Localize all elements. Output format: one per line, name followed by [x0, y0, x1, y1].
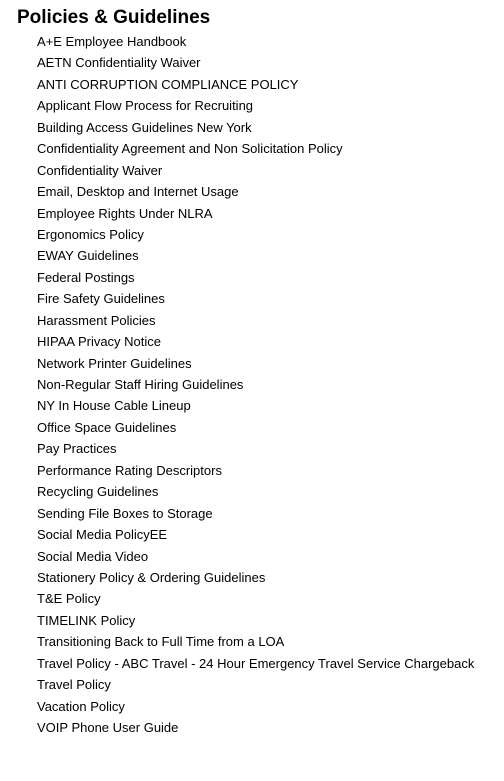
policy-link[interactable]: Social Media PolicyEE — [37, 527, 168, 543]
list-item — [37, 588, 474, 609]
list-item — [37, 138, 474, 159]
policy-link[interactable]: Recycling Guidelines — [37, 484, 159, 500]
list-item — [37, 160, 474, 181]
list-item — [37, 267, 474, 288]
list-item — [37, 631, 474, 652]
policy-link[interactable]: HIPAA Privacy Notice — [37, 334, 162, 350]
list-item — [37, 181, 474, 202]
policy-link[interactable]: NY In House Cable Lineup — [37, 398, 191, 414]
list-item — [37, 203, 474, 224]
policy-link[interactable]: Non-Regular Staff Hiring Guidelines — [37, 377, 244, 392]
policy-link[interactable]: T&E Policy — [37, 591, 101, 607]
policy-link[interactable]: Federal Postings — [37, 269, 135, 285]
policy-link[interactable]: Network Printer Guidelines — [37, 355, 192, 371]
policy-link[interactable]: EWAY Guidelines — [37, 248, 139, 264]
policy-link[interactable]: Stationery Policy & Ordering Guidelines — [37, 569, 266, 585]
policy-link[interactable]: ANTI CORRUPTION COMPLIANCE POLICY — [37, 76, 299, 92]
policy-link[interactable]: Employee Rights Under NLRA — [37, 205, 213, 221]
policy-list — [37, 31, 474, 738]
list-item — [37, 52, 474, 73]
list-item — [37, 310, 474, 331]
policy-link[interactable]: Confidentiality Waiver — [37, 162, 163, 178]
policy-link[interactable]: Email, Desktop and Internet Usage — [37, 184, 239, 200]
policy-link[interactable]: Sending File Boxes to Storage — [37, 505, 213, 521]
list-item — [37, 288, 474, 309]
policy-link[interactable]: Harassment Policies — [37, 312, 156, 328]
policy-link[interactable]: Confidentiality Agreement and Non Solicitation Policy — [37, 141, 343, 157]
list-item — [37, 567, 474, 588]
policy-link[interactable]: Travel Policy - ABC Travel - 24 Hour Emergency Travel Service Chargeback — [37, 655, 475, 671]
policy-link[interactable]: Transitioning Back to Full Time from a LOA — [37, 634, 285, 650]
policy-link[interactable]: Travel Policy — [37, 677, 111, 693]
list-item — [37, 245, 474, 266]
list-item — [37, 353, 474, 374]
list-item — [37, 610, 474, 631]
list-item — [37, 503, 474, 524]
list-item — [37, 74, 474, 95]
list-item — [37, 31, 474, 52]
policy-link[interactable]: AETN Confidentiality Waiver — [37, 55, 201, 71]
policy-link[interactable]: Vacation Policy — [37, 698, 125, 714]
policy-link[interactable]: TIMELINK Policy — [37, 612, 136, 628]
policy-link[interactable]: Performance Rating Descriptors — [37, 462, 222, 478]
policy-link[interactable]: Applicant Flow Process for Recruiting — [37, 98, 254, 114]
policy-link[interactable]: A+E Employee Handbook — [37, 34, 187, 49]
policy-link[interactable]: Building Access Guidelines New York — [37, 119, 252, 135]
list-item — [37, 117, 474, 138]
policy-link[interactable]: Office Space Guidelines — [37, 419, 177, 435]
list-item — [37, 374, 474, 395]
list-item — [37, 717, 474, 738]
list-item — [37, 438, 474, 459]
list-item — [37, 674, 474, 695]
list-item — [37, 95, 474, 116]
policy-link[interactable]: Fire Safety Guidelines — [37, 291, 165, 307]
list-item — [37, 331, 474, 352]
list-item — [37, 653, 474, 674]
list-item — [37, 696, 474, 717]
list-item — [37, 546, 474, 567]
list-item — [37, 481, 474, 502]
policy-link[interactable]: Social Media Video — [37, 548, 149, 564]
list-item — [37, 524, 474, 545]
list-item — [37, 224, 474, 245]
policy-link[interactable]: Ergonomics Policy — [37, 226, 144, 242]
list-item — [37, 460, 474, 481]
page-title: Policies & Guidelines — [17, 7, 211, 28]
policy-link[interactable]: VOIP Phone User Guide — [37, 720, 179, 735]
list-item — [37, 417, 474, 438]
policy-link[interactable]: Pay Practices — [37, 441, 117, 457]
list-item — [37, 395, 474, 416]
